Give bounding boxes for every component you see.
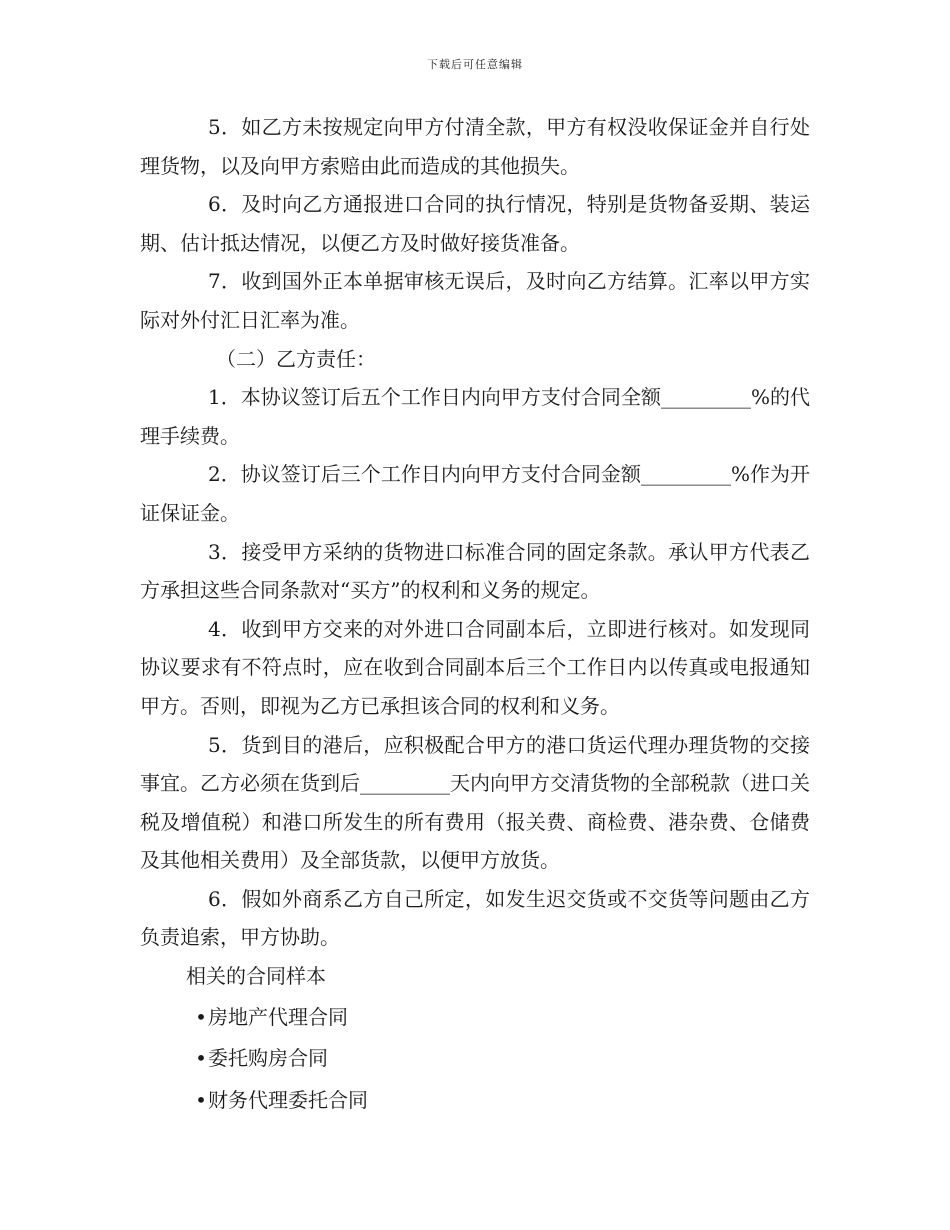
duty-2: 2．协议签订后三个工作日内向甲方支付合同金额_________%作为开证保证金。 <box>140 462 810 525</box>
related-contracts-title: 相关的合同样本 <box>186 964 326 989</box>
document-body <box>140 108 810 1120</box>
bullet-icon: • <box>195 1087 207 1112</box>
paragraph-5: 5．如乙方未按规定向甲方付清全款，甲方有权没收保证金并自行处理货物，以及向甲方索赔由此而造成的其他损失。 <box>140 115 810 178</box>
duty-1: 1．本协议签订后五个工作日内向甲方支付合同全额_________%的代理手续费。 <box>140 385 810 448</box>
duty-6: 6．假如外商系乙方自己所定，如发生迟交货或不交货等问题由乙方负责追索，甲方协助。 <box>140 886 810 950</box>
page-header: 下载后可任意编辑 <box>427 58 523 71</box>
duty-4: 4．收到甲方交来的对外进口合同副本后，立即进行核对。如发现同协议要求有不符点时，应在收到合同副本后三个工作日内以传真或电报通知甲方。否则，即视为乙方已承担该合同的权利和义务。 <box>140 616 810 718</box>
bullet-icon: • <box>195 1004 207 1029</box>
bullet-icon: • <box>195 1046 207 1071</box>
section-title: （二）乙方责任： <box>216 346 376 371</box>
related-contract-label: 委托购房合同 <box>208 1046 328 1071</box>
related-contract-link[interactable] <box>140 998 810 1038</box>
related-contracts-list <box>140 998 810 1121</box>
duty-3: 3．接受甲方采纳的货物进口标准合同的固定条款。承认甲方代表乙方承担这些合同条款对“买方”的权利和义务的规定。 <box>140 539 810 603</box>
duty-5: 5．货到目的港后，应积极配合甲方的港口货运代理办理货物的交接事宜。乙方必须在货到后_________天内向甲方交清货物的全部税款（进口关税及增值税）和港口所发生的所有费用（报关费、商检费、港杂费、仓储费及其他相关费用）及全部货款，以便甲方放货。 <box>140 732 810 873</box>
related-contract-link[interactable] <box>140 1081 810 1121</box>
related-contract-link[interactable] <box>140 1039 810 1079</box>
related-contract-label: 房地产代理合同 <box>208 1004 348 1029</box>
related-contract-label: 财务代理委托合同 <box>208 1087 368 1112</box>
paragraph-6: 6．及时向乙方通报进口合同的执行情况，特别是货物备妥期、装运期、估计抵达情况，以便乙方及时做好接货准备。 <box>140 192 810 255</box>
paragraph-7: 7．收到国外正本单据审核无误后，及时向乙方结算。汇率以甲方实际对外付汇日汇率为准。 <box>140 269 810 332</box>
